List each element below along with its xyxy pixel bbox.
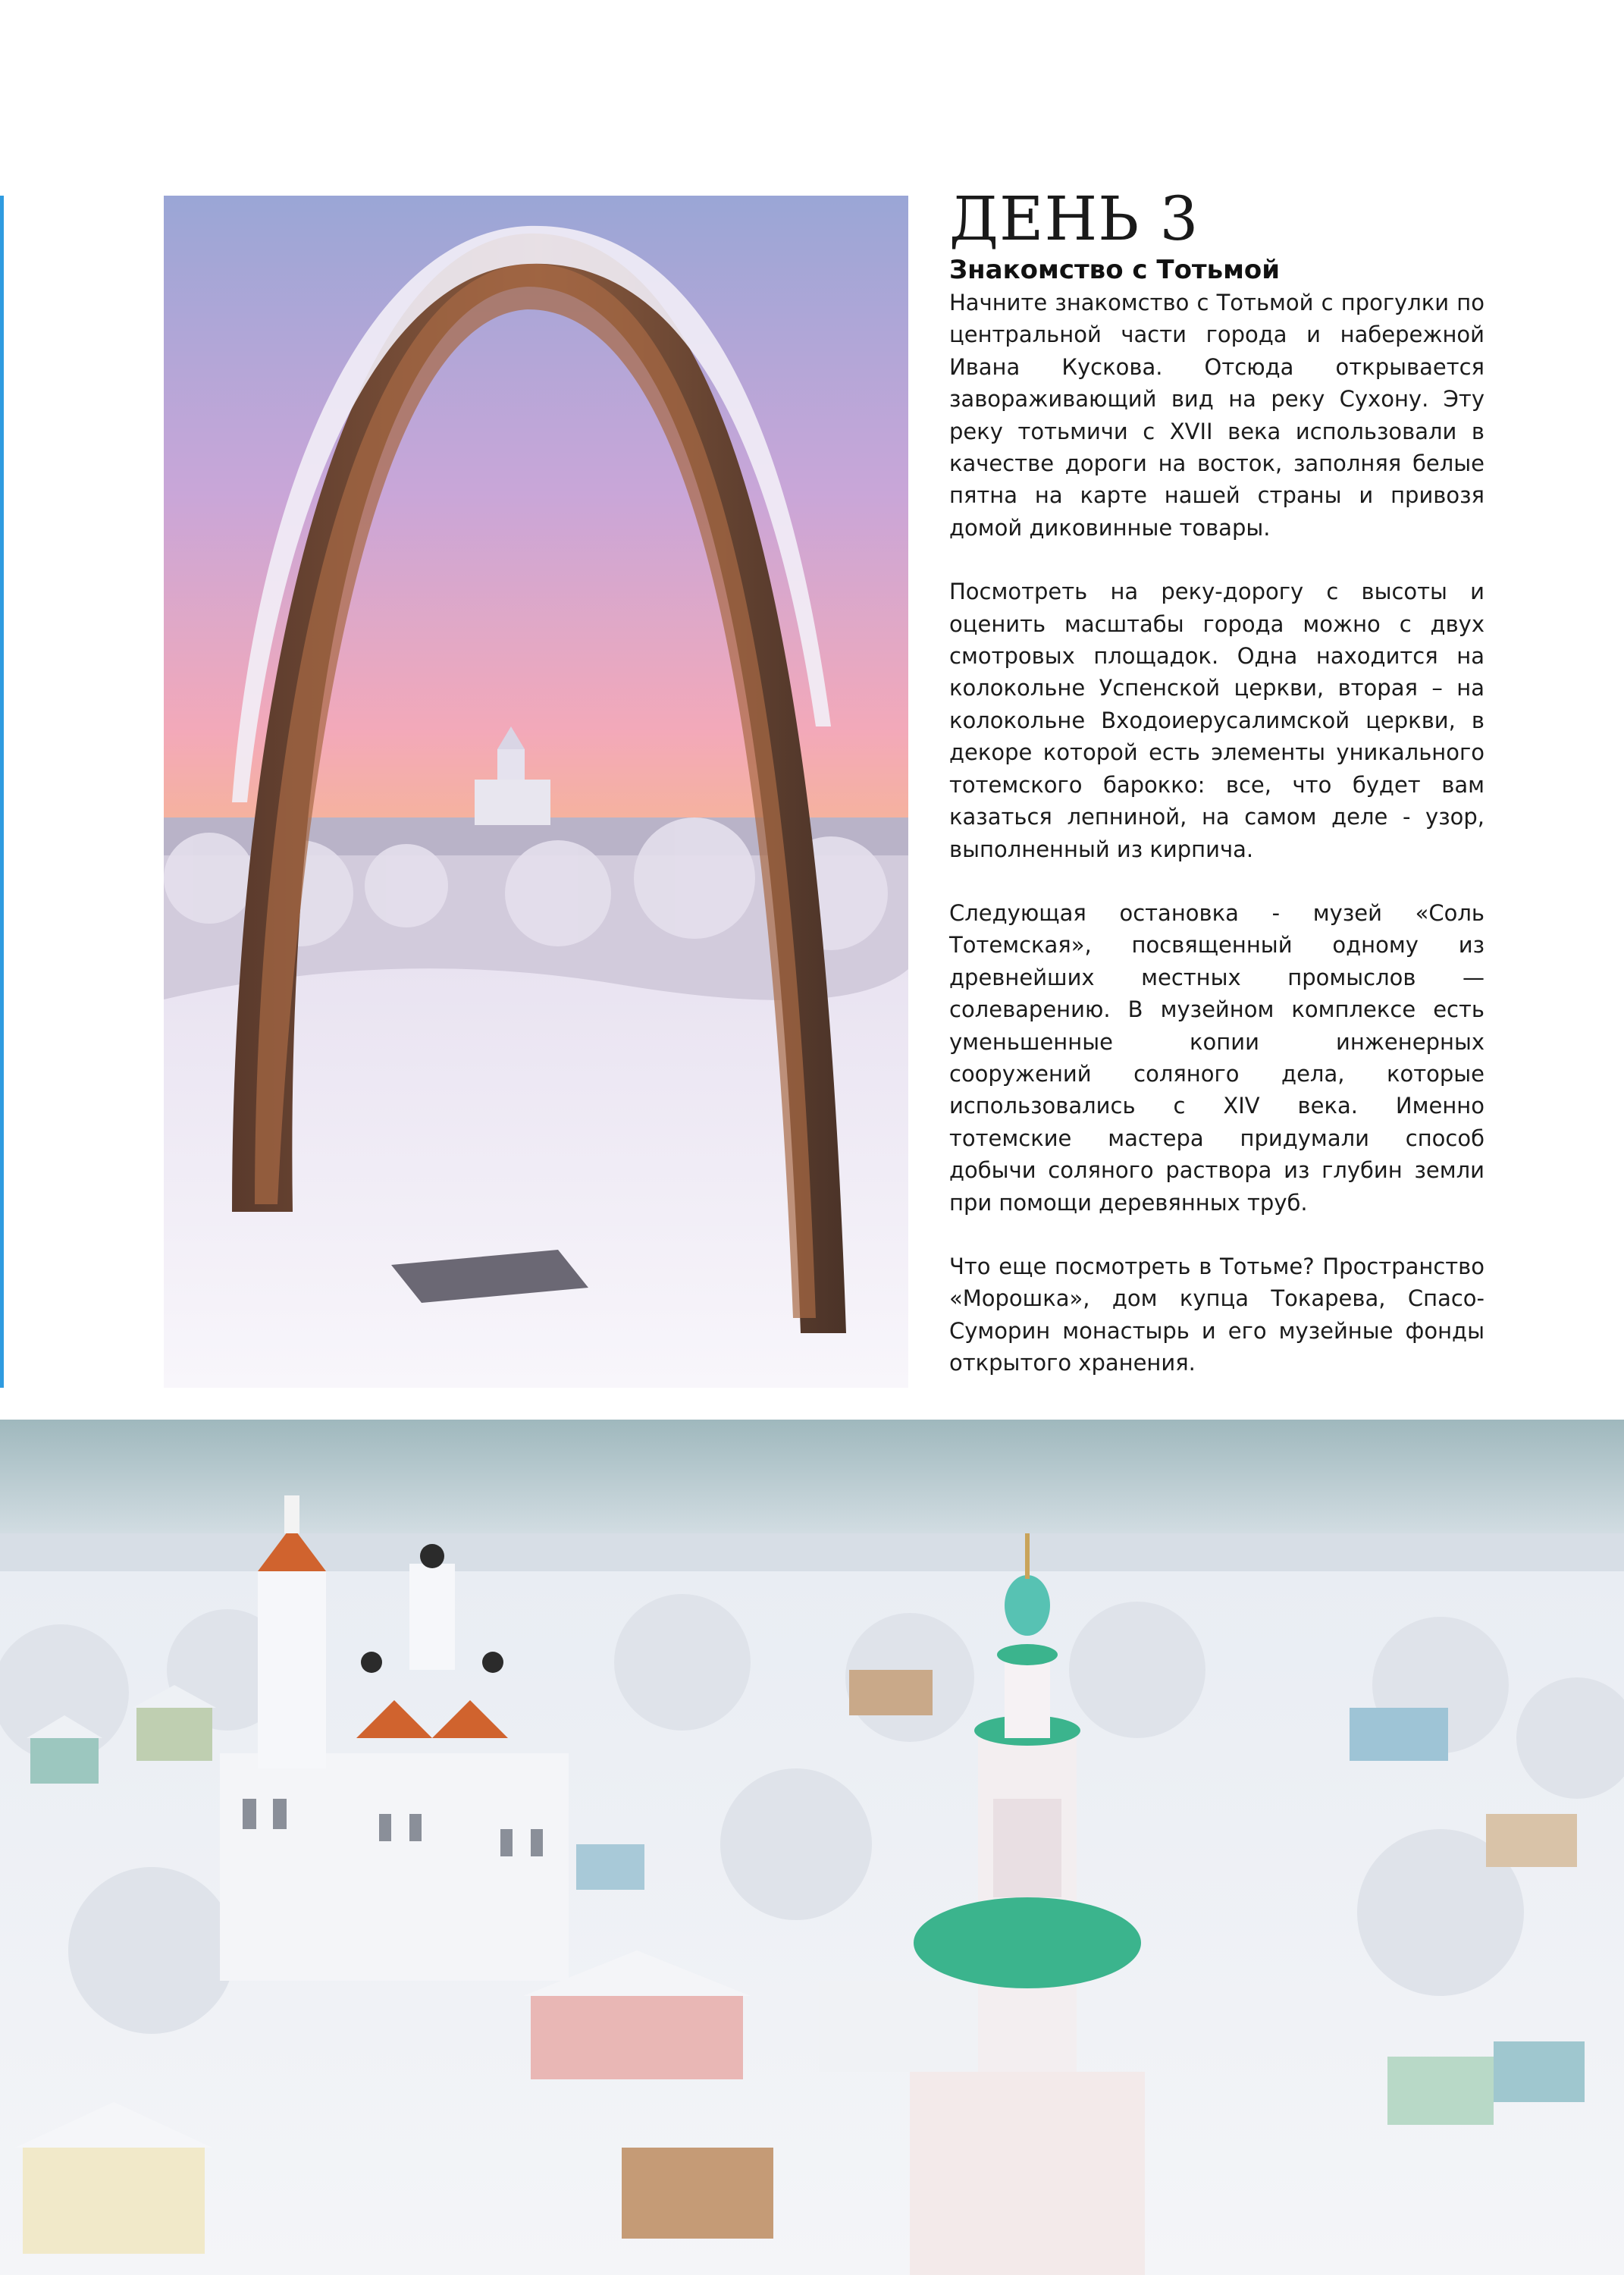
paragraph-more-sights: Что еще посмотреть в Тотьме? Пространство «Морошка», дом купца Токарева, Спасо-Суморин монастырь и его музейные фонды открытого хранения. [949, 1253, 1484, 1376]
arch-monument-photo [164, 196, 908, 1388]
text-column [949, 185, 1484, 1411]
day-title: ДЕНЬ 3 [949, 184, 1199, 254]
winter-town-aerial-photo [0, 1420, 1624, 2275]
paragraph-salt-museum: Следующая остановка - музей «Соль Тотемская», посвященный одному из древнейших местных промыслов — солеварению. В музейном комплексе есть уменьшенные копии инженерных сооружений соляного дела, которые использовались с XIV века. Именно тотемские мастера придумали способ добычи соляного раствора из глубин земли при помощи деревянных труб. [949, 899, 1484, 1216]
day-subtitle: Знакомство с Тотьмой [949, 255, 1281, 285]
paragraph-intro: Начните знакомство с Тотьмой с прогулки по центральной части города и набережной Ивана Кускова. Отсюда открывается завораживающий вид на реку Сухону. Эту реку тотьмичи с XVII века использовали в качестве дороги на восток, заполняя белые пятна на карте нашей страны и привозя домой диковинные товары. [949, 290, 1484, 541]
left-accent-line [0, 196, 4, 1388]
paragraph-viewpoints: Посмотреть на реку-дорогу с высоты и оценить масштабы города можно с двух смотровых площадок. Одна находится на колокольне Успенской церкви, вторая – на колокольне Входоиерусалимской церкви, в декоре которой есть элементы уникального тотемского барокко: все, что будет вам казаться лепниной, на самом деле - узор, выполненный из кирпича. [949, 579, 1484, 862]
